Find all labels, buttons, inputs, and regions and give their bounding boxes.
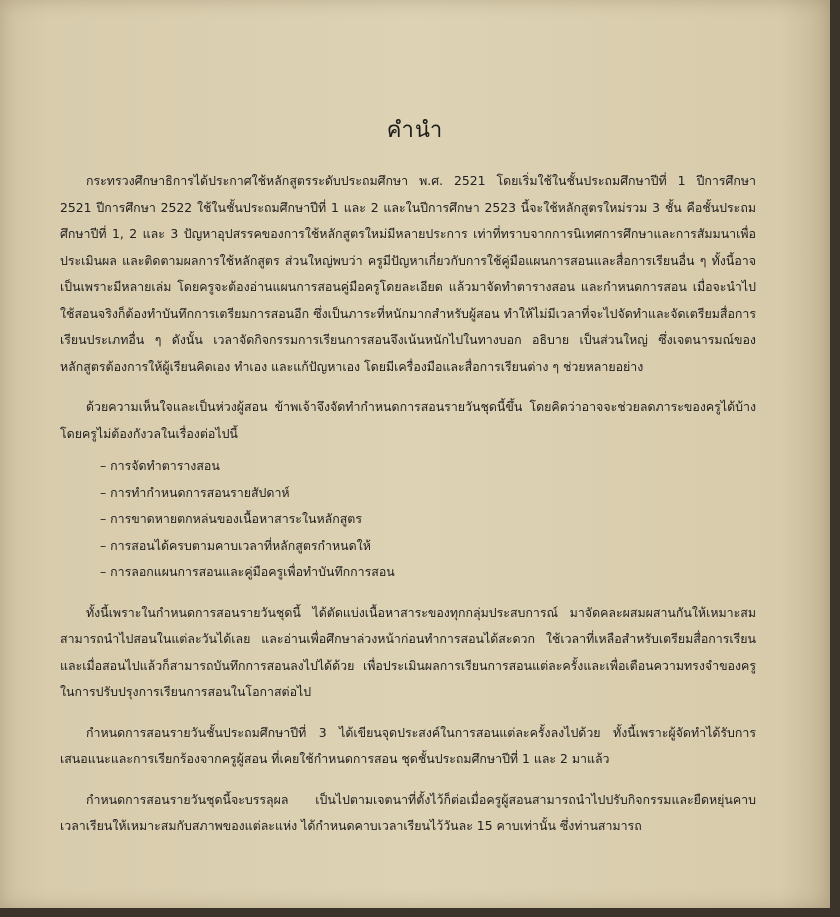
concerns-list: [60, 453, 756, 586]
paragraph-gap: [60, 586, 756, 600]
list-item: – การทำกำหนดการสอนรายสัปดาห์: [100, 480, 756, 507]
book-edge-right: [830, 0, 840, 917]
paragraph-gap: [60, 773, 756, 787]
list-item: – การจัดทำตารางสอน: [100, 453, 756, 480]
list-item: – การขาดหายตกหล่นของเนื้อหาสาระในหลักสูตร: [100, 506, 756, 533]
paragraph-reason: ทั้งนี้เพราะในกำหนดการสอนรายวันชุดนี้ ได้ตัดแบ่งเนื้อหาสาระของทุกกลุ่มประสบการณ์ มาจัดคละผสมผสานกันให้เหมาะสมสามารถนำไปสอนในแต่ละวันได้เลย และอ่านเพื่อศึกษาล่วงหน้าก่อนทำการสอนได้สะดวก ใช้เวลาที่เหลือสำหรับเตรียมสื่อการเรียน และเมื่อสอนไปแล้วก็สามารถบันทึกการสอนลงไปได้ด้วย เพื่อประเมินผลการเรียนการสอนแต่ละครั้งและเพื่อเตือนความทรงจำของครูในการปรับปรุงการเรียนการสอนในโอกาสต่อไป: [60, 604, 756, 699]
paragraph-gap: [60, 706, 756, 720]
paragraph-gap: [60, 380, 756, 394]
document-body: [60, 168, 756, 840]
paragraph-intro: กระทรวงศึกษาธิการได้ประกาศใช้หลักสูตรระดับประถมศึกษา พ.ศ. 2521 โดยเริ่มใช้ในชั้นประถมศึกษาปีที่ 1 ปีการศึกษา 2521 ปีการศึกษา 2522 ใช้ในชั้นประถมศึกษาปีที่ 1 และ 2 และในปีการศึกษา 2523 นี้จะใช้หลักสูตรใหม่รวม 3 ชั้น คือชั้นประถมศึกษาปีที่ 1, 2 และ 3 ปัญหาอุปสรรคของการใช้หลักสูตรใหม่มีหลายประการ เท่าที่ทราบจากการนิเทศการศึกษาและการสัมมนาเพื่อประเมินผล และติดตามผลการใช้หลักสูตร ส่วนใหญ่พบว่า ครูมีปัญหาเกี่ยวกับการใช้คู่มือแผนการสอนและสื่อการเรียนอื่น ๆ ทั้งนี้อาจเป็นเพราะมีหลายเล่ม โดยครูจะต้องอ่านแผนการสอนคู่มือครูโดยละเอียด แล้วมาจัดทำตารางสอน และกำหนดการสอน เมื่อจะนำไปใช้สอนจริงก็ต้องทำบันทึกการเตรียมการสอนอีก ซึ่งเป็นภาระที่หนักมากสำหรับผู้สอน ทำให้ไม่มีเวลาที่จะไปจัดทำและจัดเตรียมสื่อการเรียนประเภทอื่น ๆ ดังนั้น เวลาจัดกิจกรรมการเรียนการสอนจึงเน้นหนักไปในทางบอก อธิบาย เป็นส่วนใหญ่ ซึ่งเจตนารมณ์ของหลักสูตรต้องการให้ผู้เรียนคิดเอง ทำเอง และแก้ปัญหาเอง โดยมีเครื่องมือและสื่อการเรียนต่าง ๆ ช่วยหลายอย่าง: [60, 173, 756, 374]
list-item: – การสอนได้ครบตามคาบเวลาที่หลักสูตรกำหนดให้: [100, 533, 756, 560]
paragraph-purpose: ด้วยความเห็นใจและเป็นห่วงผู้สอน ข้าพเจ้าจึงจัดทำกำหนดการสอนรายวันชุดนี้ขึ้น โดยคิดว่าอาจจะช่วยลดภาระของครูได้บ้าง โดยครูไม่ต้องกังวลในเรื่องต่อไปนี้: [60, 399, 756, 441]
book-edge-bottom: [0, 908, 840, 917]
paragraph-grade3: กำหนดการสอนรายวันชั้นประถมศึกษาปีที่ 3 ได้เขียนจุดประสงค์ในการสอนแต่ละครั้งลงไปด้วย ทั้งนี้เพราะผู้จัดทำได้รับการเสนอแนะและการเรียกร้องจากครูผู้สอน ที่เคยใช้กำหนดการสอน ชุดชั้นประถมศึกษาปีที่ 1 และ 2 มาแล้ว: [60, 724, 756, 766]
page-title: คำนำ: [386, 118, 444, 143]
paragraph-outcome: กำหนดการสอนรายวันชุดนี้จะบรรลุผล เป็นไปตามเจตนาที่ตั้งไว้ก็ต่อเมื่อครูผู้สอนสามารถนำไปปรับกิจกรรมและยืดหยุ่นคาบเวลาเรียนให้เหมาะสมกับสภาพของแต่ละแห่ง ได้กำหนดคาบเวลาเรียนไว้วันละ 15 คาบเท่านั้น ซึ่งท่านสามารถ: [60, 791, 756, 833]
list-item: – การลอกแผนการสอนและคู่มือครูเพื่อทำบันทึกการสอน: [100, 559, 756, 586]
